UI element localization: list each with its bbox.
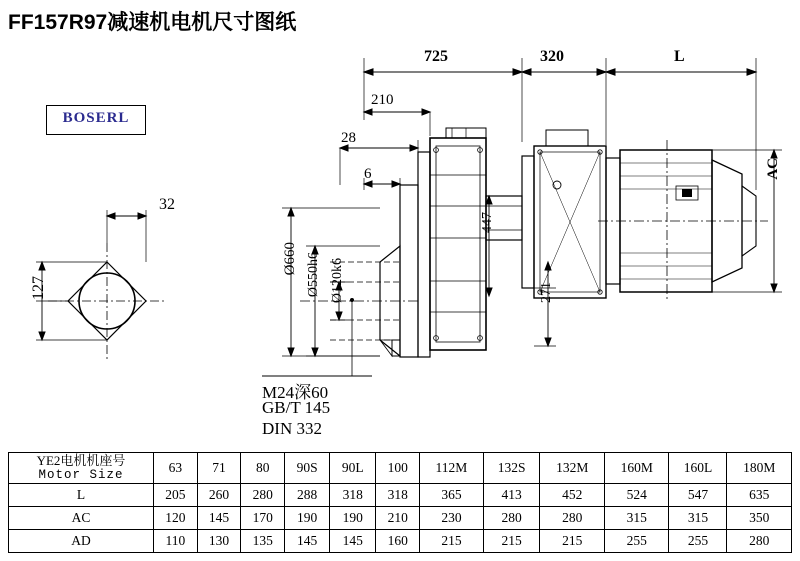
table-cell: 145: [197, 507, 241, 530]
table-cell: 190: [285, 507, 330, 530]
dim-725: 725: [424, 48, 448, 65]
note-line-1: M24深60: [262, 383, 329, 402]
dim-320: 320: [540, 48, 564, 65]
table-cell: 280: [241, 484, 285, 507]
dim-6: 6: [364, 166, 372, 182]
table-cell: 524: [604, 484, 669, 507]
dim-210: 210: [371, 92, 394, 108]
table-cell: 255: [669, 530, 727, 553]
table-cell: 260: [197, 484, 241, 507]
dim-L: L: [674, 48, 685, 65]
table-cell: 180M: [727, 453, 792, 484]
table-cell: 120: [154, 507, 198, 530]
table-cell: 210: [376, 507, 420, 530]
note-line-3: DIN 332: [262, 419, 322, 438]
table-cell: 230: [420, 507, 484, 530]
dim-AC: AC: [765, 158, 781, 180]
dim-550h6: Ø550h6: [306, 252, 321, 298]
table-cell: 318: [330, 484, 376, 507]
table-cell: 280: [540, 507, 605, 530]
row-label-AD: AD: [9, 530, 154, 553]
table-cell: 145: [285, 530, 330, 553]
table-cell: 90S: [285, 453, 330, 484]
table-cell: 160L: [669, 453, 727, 484]
row-label-L: L: [9, 484, 154, 507]
table-cell: 135: [241, 530, 285, 553]
table-cell: 215: [540, 530, 605, 553]
table-cell: 280: [483, 507, 540, 530]
dim-120k6: Ø120k6: [330, 258, 345, 304]
note-line-2: GB/T 145: [262, 398, 331, 417]
table-cell: 288: [285, 484, 330, 507]
table-cell: 71: [197, 453, 241, 484]
table-cell: 170: [241, 507, 285, 530]
table-cell: 413: [483, 484, 540, 507]
dim-32: 32: [159, 196, 175, 213]
table-cell: 110: [154, 530, 198, 553]
table-cell: 132S: [483, 453, 540, 484]
table-cell: 280: [727, 530, 792, 553]
table-row: [9, 507, 792, 530]
motor-size-table: [8, 452, 792, 553]
table-cell: 132M: [540, 453, 605, 484]
table-cell: 112M: [420, 453, 484, 484]
table-header-motor-size: [9, 453, 154, 484]
dim-271: 271: [539, 282, 554, 303]
table-header-cn: YE2电机机座号: [36, 453, 126, 468]
dim-447: 447: [480, 212, 495, 233]
table-cell: 205: [154, 484, 198, 507]
table-row: [9, 453, 792, 484]
table-cell: 255: [604, 530, 669, 553]
table-cell: 160M: [604, 453, 669, 484]
table-cell: 315: [604, 507, 669, 530]
dim-28: 28: [341, 130, 356, 146]
table-cell: 350: [727, 507, 792, 530]
table-cell: 145: [330, 530, 376, 553]
table-cell: 315: [669, 507, 727, 530]
dim-127: 127: [30, 276, 47, 300]
table-cell: 130: [197, 530, 241, 553]
table-cell: 63: [154, 453, 198, 484]
table-cell: 635: [727, 484, 792, 507]
table-cell: 452: [540, 484, 605, 507]
table-cell: 547: [669, 484, 727, 507]
table-cell: 318: [376, 484, 420, 507]
table-cell: 215: [420, 530, 484, 553]
dim-660: Ø660: [282, 242, 298, 276]
row-label-AC: AC: [9, 507, 154, 530]
table-cell: 90L: [330, 453, 376, 484]
table-row: [9, 530, 792, 553]
table-row: [9, 484, 792, 507]
table-cell: 365: [420, 484, 484, 507]
table-cell: 160: [376, 530, 420, 553]
table-cell: 190: [330, 507, 376, 530]
page-title: FF157R97减速机电机尺寸图纸: [8, 11, 297, 34]
table-cell: 80: [241, 453, 285, 484]
logo-text: BOSERL: [62, 110, 130, 126]
table-cell: 100: [376, 453, 420, 484]
table-header-en: Motor Size: [38, 468, 124, 482]
table-cell: 215: [483, 530, 540, 553]
